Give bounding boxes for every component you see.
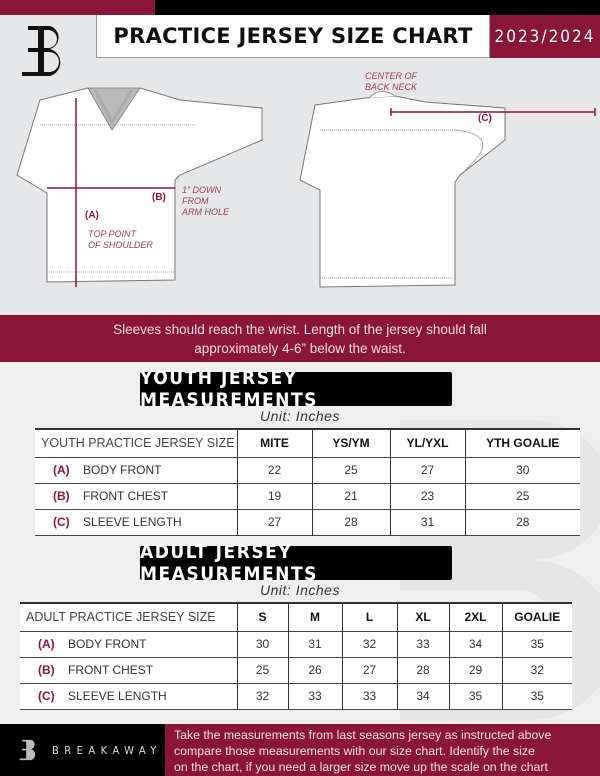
column-header: 2XL bbox=[449, 603, 502, 631]
instructions-line: approximately 4-6” below the waist. bbox=[194, 341, 406, 356]
footer-brand bbox=[0, 724, 165, 776]
table-cell: 33 bbox=[288, 683, 342, 709]
column-header: M bbox=[288, 603, 342, 631]
table-cell: 28 bbox=[397, 657, 449, 683]
table-row bbox=[20, 631, 572, 657]
youth-size-table bbox=[35, 428, 580, 536]
row-label bbox=[20, 657, 237, 683]
table-cell: 28 bbox=[465, 509, 580, 535]
table-cell: 33 bbox=[342, 683, 397, 709]
note-b-line: 1” DOWN bbox=[182, 185, 221, 195]
measurement-code: (B) bbox=[38, 663, 55, 677]
table-cell: 34 bbox=[397, 683, 449, 709]
measurement-code: (A) bbox=[38, 637, 55, 651]
table-cell: 32 bbox=[342, 631, 397, 657]
table-row bbox=[20, 683, 572, 709]
note-a-line: OF SHOULDER bbox=[88, 240, 153, 250]
column-header: GOALIE bbox=[502, 603, 572, 631]
table-cell: 27 bbox=[342, 657, 397, 683]
table-cell: 35 bbox=[449, 683, 502, 709]
column-header: YS/YM bbox=[312, 429, 390, 457]
column-header: YL/YXL bbox=[390, 429, 465, 457]
table-cell: 31 bbox=[390, 509, 465, 535]
table-cell: 29 bbox=[449, 657, 502, 683]
note-c-line: CENTER OF bbox=[365, 71, 418, 81]
table-cell: 31 bbox=[288, 631, 342, 657]
measurement-name: FRONT CHEST bbox=[83, 489, 169, 503]
top-black-bar bbox=[155, 0, 600, 15]
table-cell: 28 bbox=[312, 509, 390, 535]
front-jersey-diagram bbox=[0, 80, 300, 300]
measurement-name: FRONT CHEST bbox=[68, 663, 154, 677]
footer-line: on the chart, if you need a larger size move up the scale on the chart bbox=[174, 760, 548, 774]
youth-unit: Unit: Inches bbox=[260, 408, 340, 424]
measurement-name: SLEEVE LENGTH bbox=[68, 689, 167, 703]
top-accent-bar bbox=[0, 0, 155, 15]
breakaway-logo-small bbox=[18, 737, 40, 763]
table-cell: 33 bbox=[397, 631, 449, 657]
footer-line: Take the measurements from last seasons jersey as instructed above bbox=[174, 728, 552, 742]
measurement-name: BODY FRONT bbox=[68, 637, 147, 651]
note-c bbox=[365, 71, 417, 93]
column-header: YTH GOALIE bbox=[465, 429, 580, 457]
season-label: 2023/2024 bbox=[490, 15, 600, 58]
row-label bbox=[35, 457, 237, 483]
note-a-line: TOP POINT bbox=[88, 229, 137, 239]
table-cell: 19 bbox=[237, 483, 312, 509]
row-label bbox=[20, 631, 237, 657]
measurement-code: (A) bbox=[53, 463, 70, 477]
note-a bbox=[88, 229, 153, 251]
instructions-banner bbox=[0, 315, 600, 362]
table-cell: 32 bbox=[502, 657, 572, 683]
table-header-row bbox=[35, 429, 580, 457]
measurement-name: SLEEVE LENGTH bbox=[83, 515, 182, 529]
page-title: PRACTICE JERSEY SIZE CHART bbox=[96, 15, 490, 58]
footer-instructions bbox=[165, 724, 600, 776]
column-header: MITE bbox=[237, 429, 312, 457]
adult-unit: Unit: Inches bbox=[260, 582, 340, 598]
adult-section-title: ADULT JERSEY MEASUREMENTS bbox=[140, 546, 452, 580]
measurement-code: (C) bbox=[53, 515, 70, 529]
table-row bbox=[35, 509, 580, 535]
table-cell: 34 bbox=[449, 631, 502, 657]
label-b: (B) bbox=[152, 192, 166, 203]
column-header: XL bbox=[397, 603, 449, 631]
youth-section-title: YOUTH JERSEY MEASUREMENTS bbox=[140, 372, 452, 406]
table-header-row bbox=[20, 603, 572, 631]
row-header-title: YOUTH PRACTICE JERSEY SIZE bbox=[41, 436, 235, 451]
column-header: L bbox=[342, 603, 397, 631]
label-c: (C) bbox=[478, 113, 492, 124]
table-cell: 23 bbox=[390, 483, 465, 509]
table-cell: 25 bbox=[237, 657, 288, 683]
table-row bbox=[35, 457, 580, 483]
note-b-line: ARM HOLE bbox=[182, 207, 230, 217]
brand-name: BREAKAWAY bbox=[52, 743, 162, 757]
table-cell: 32 bbox=[237, 683, 288, 709]
table-cell: 22 bbox=[237, 457, 312, 483]
note-b-line: FROM bbox=[182, 196, 209, 206]
table-cell: 27 bbox=[390, 457, 465, 483]
table-cell: 21 bbox=[312, 483, 390, 509]
table-cell: 25 bbox=[312, 457, 390, 483]
instructions-line: Sleeves should reach the wrist. Length of the jersey should fall bbox=[113, 322, 487, 337]
footer-line: compare those measurements with our size chart. Identify the size bbox=[174, 744, 535, 758]
breakaway-logo bbox=[18, 22, 72, 80]
measurement-code: (C) bbox=[38, 689, 55, 703]
table-cell: 30 bbox=[465, 457, 580, 483]
table-cell: 26 bbox=[288, 657, 342, 683]
measurement-code: (B) bbox=[53, 489, 70, 503]
column-header: S bbox=[237, 603, 288, 631]
table-cell: 25 bbox=[465, 483, 580, 509]
measurement-name: BODY FRONT bbox=[83, 463, 162, 477]
table-cell: 30 bbox=[237, 631, 288, 657]
row-header-title: ADULT PRACTICE JERSEY SIZE bbox=[26, 610, 216, 625]
label-a: (A) bbox=[85, 210, 99, 221]
adult-size-table bbox=[20, 602, 572, 710]
note-c-line: BACK NECK bbox=[365, 82, 418, 92]
row-label bbox=[35, 483, 237, 509]
table-row bbox=[20, 657, 572, 683]
table-row bbox=[35, 483, 580, 509]
table-cell: 35 bbox=[502, 631, 572, 657]
table-cell: 35 bbox=[502, 683, 572, 709]
back-jersey-diagram bbox=[295, 90, 600, 300]
note-b bbox=[182, 185, 229, 218]
row-label bbox=[20, 683, 237, 709]
row-label bbox=[35, 509, 237, 535]
table-cell: 27 bbox=[237, 509, 312, 535]
